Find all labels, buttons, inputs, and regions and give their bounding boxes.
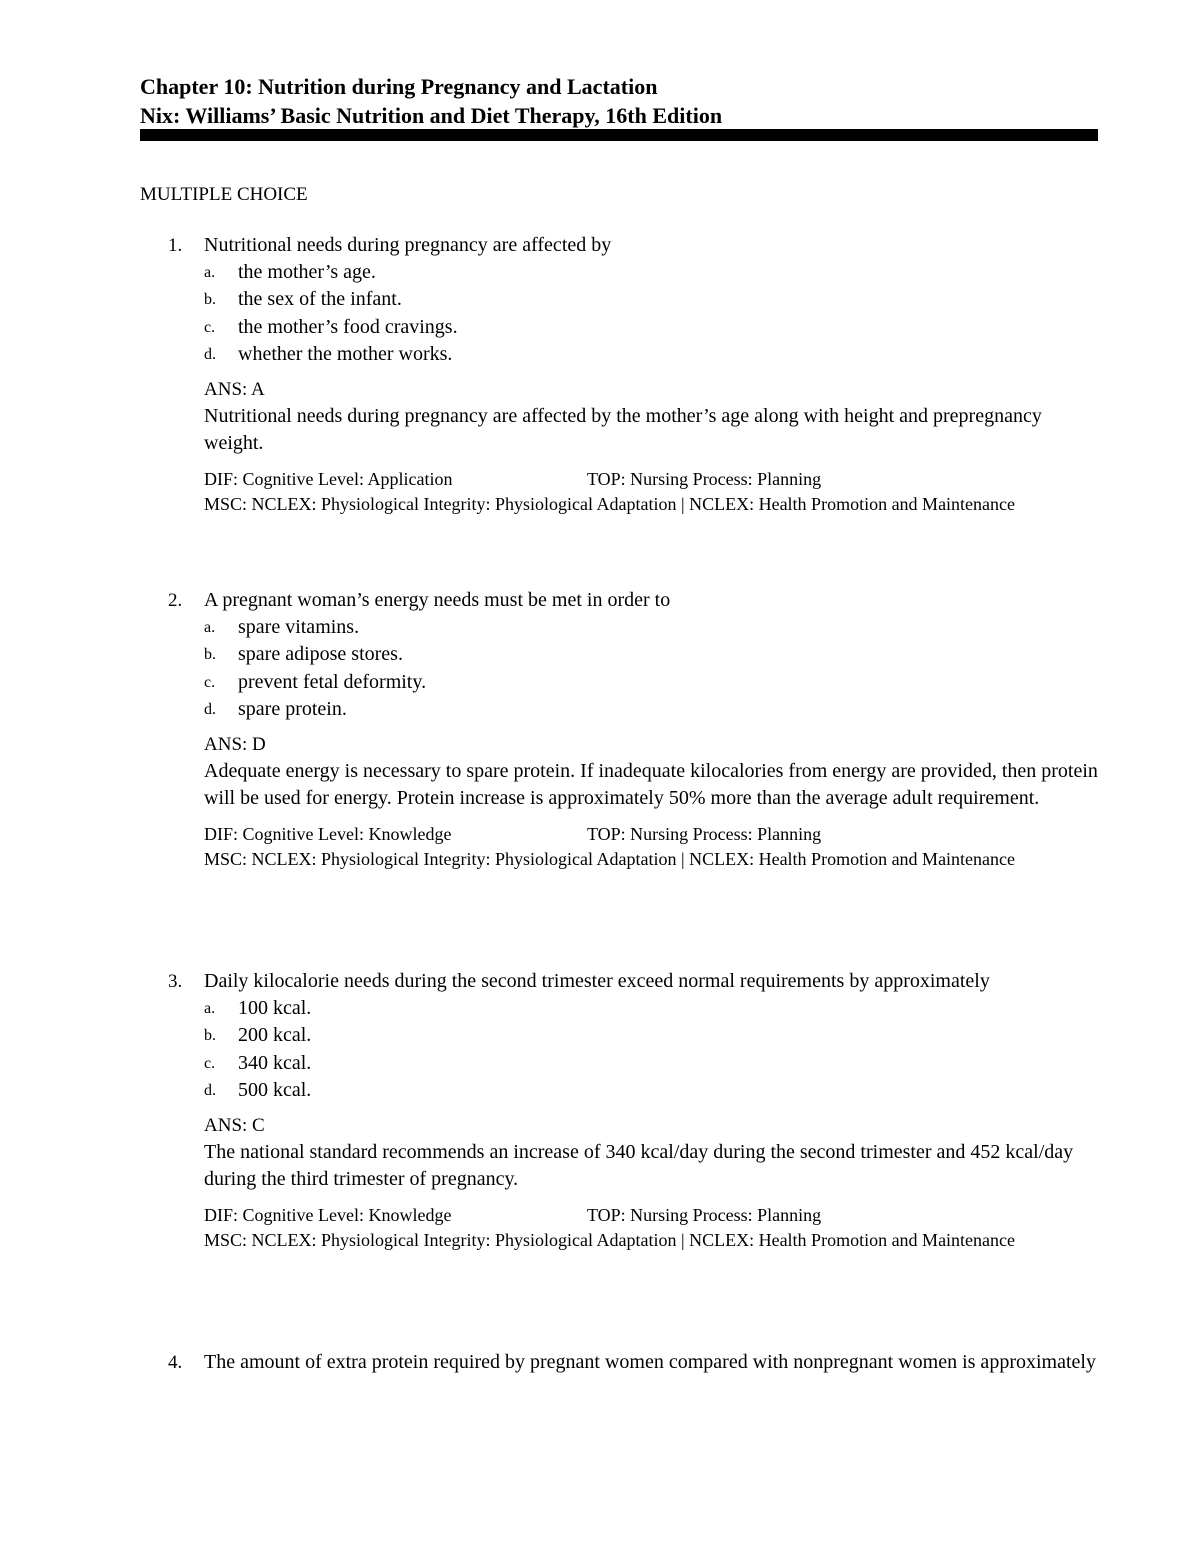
option-d [140,341,1100,368]
option-text: the mother’s age. [238,261,376,283]
option-b [140,286,1100,313]
option-a [140,614,1100,641]
topic-label: TOP: Nursing Process: Planning [587,1205,822,1226]
answer-rationale: The national standard recommends an increase of 340 kcal/day during the second trimester and 452 kcal/day during the third trimester of pregnancy. [204,1141,1074,1191]
option-letter: b. [204,646,216,664]
question-text: Nutritional needs during pregnancy are affected by [204,234,612,256]
option-text: 500 kcal. [238,1078,312,1101]
option-c [140,314,1100,341]
topic-label: TOP: Nursing Process: Planning [587,824,822,845]
option-a [140,995,1100,1022]
option-text: 340 kcal. [238,1051,312,1074]
header-rule [140,129,1098,141]
question-number: 1. [168,235,183,256]
option-b [140,1022,1100,1049]
option-letter: a. [204,264,216,281]
question-number: 4. [168,1352,183,1373]
option-text: spare adipose stores. [238,643,403,666]
question-text: A pregnant woman’s energy needs must be met in order to [204,589,671,611]
option-letter: b. [204,1027,216,1045]
option-text: the mother’s food cravings. [238,315,458,338]
option-letter: a. [204,619,216,636]
answer-key: ANS: C [204,1115,265,1137]
option-letter: b. [204,291,216,309]
difficulty-label: DIF: Cognitive Level: Knowledge [204,1205,452,1226]
option-d [140,696,1100,723]
question-metadata [140,467,1100,516]
question-text: The amount of extra protein required by pregnant women compared with nonpregnant women is approximately [204,1351,1096,1373]
msc-label: MSC: NCLEX: Physiological Integrity: Physiological Adaptation | NCLEX: Health Promotion and Maintenance [204,493,1016,514]
dif-top-row [204,1203,1100,1228]
answer-rationale: Adequate energy is necessary to spare protein. If inadequate kilocalories from energy are provided, then protein will be used for energy. Protein increase is approximately 50% more than the average adult requirement. [204,760,1098,810]
chapter-title: Chapter 10: Nutrition during Pregnancy and Lactation [140,74,658,99]
option-letter: c. [204,1054,216,1072]
option-text: prevent fetal deformity. [238,670,427,693]
dif-top-row [204,467,1100,492]
option-b [140,641,1100,668]
msc-label: MSC: NCLEX: Physiological Integrity: Physiological Adaptation | NCLEX: Health Promotion and Maintenance [204,848,1016,869]
question-stem [140,1349,1100,1376]
question-stem [140,587,1100,614]
answer-rationale: Nutritional needs during pregnancy are affected by the mother’s age along with height and prepregnancy weight. [204,405,1042,455]
difficulty-label: DIF: Cognitive Level: Knowledge [204,824,452,845]
option-text: the sex of the infant. [238,288,402,311]
difficulty-label: DIF: Cognitive Level: Application [204,469,453,490]
option-text: 200 kcal. [238,1024,312,1047]
option-text: spare protein. [238,697,347,720]
question-number: 3. [168,971,183,992]
option-letter: c. [204,318,216,336]
section-heading: MULTIPLE CHOICE [140,184,308,205]
question-2 [140,587,1100,871]
question-stem [140,232,1100,259]
option-letter: c. [204,673,216,691]
dif-top-row [204,822,1100,847]
option-c [140,1050,1100,1077]
topic-label: TOP: Nursing Process: Planning [587,469,822,490]
option-letter: d. [204,345,216,363]
option-letter: d. [204,1081,216,1099]
option-d [140,1077,1100,1104]
option-letter: d. [204,700,216,718]
question-text: Daily kilocalorie needs during the second trimester exceed normal requirements by approximately [204,970,990,992]
answer-key: ANS: A [204,379,265,401]
question-4 [140,1349,1100,1376]
msc-label: MSC: NCLEX: Physiological Integrity: Physiological Adaptation | NCLEX: Health Promotion and Maintenance [204,1229,1016,1250]
question-metadata [140,1203,1100,1252]
book-title: Nix: Williams’ Basic Nutrition and Diet Therapy, 16th Edition [140,103,723,128]
question-stem [140,968,1100,995]
question-number: 2. [168,590,183,611]
question-1 [140,232,1100,516]
option-letter: a. [204,1000,216,1017]
option-text: 100 kcal. [238,997,312,1019]
answer-key: ANS: D [204,734,266,756]
option-a [140,259,1100,286]
option-text: spare vitamins. [238,616,360,638]
question-metadata [140,822,1100,871]
option-c [140,669,1100,696]
question-3 [140,968,1100,1252]
option-text: whether the mother works. [238,342,453,365]
